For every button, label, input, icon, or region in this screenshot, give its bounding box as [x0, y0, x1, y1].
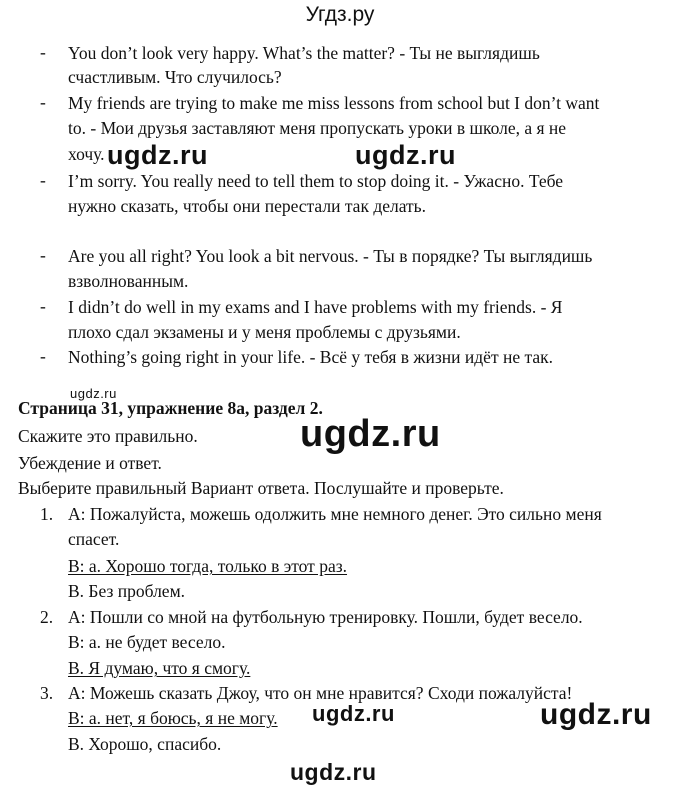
section-heading: Страница 31, упражнение 8а, раздел 2. [18, 398, 323, 418]
dialogue-line: хочу. [68, 144, 105, 164]
dialogue-line: взволнованным. [68, 271, 189, 291]
bullet-dash: - [40, 42, 46, 62]
watermark: ugdz.ru [70, 386, 117, 401]
item-number: 3. [40, 683, 54, 703]
dialogue-line: to. - Мои друзья заставляют меня пропускать уроки в школе, а я не [68, 118, 567, 138]
item-question: A: Пошли со мной на футбольную тренировку. Пошли, будет весело. [68, 607, 583, 627]
item-answer-correct: В. Я думаю, что я смогу. [68, 658, 251, 678]
bullet-dash: - [40, 245, 46, 265]
instruction-line: Выберите правильный Вариант ответа. Послушайте и проверьте. [18, 478, 504, 498]
dialogue-line: Are you all right? You look a bit nervous. - Ты в порядке? Ты выглядишь [68, 246, 593, 266]
dialogue-line: счастливым. Что случилось? [68, 67, 282, 87]
dialogue-line: I didn’t do well in my exams and I have problems with my friends. - Я [68, 297, 563, 317]
bullet-dash: - [40, 346, 46, 366]
item-question: спасет. [68, 529, 120, 549]
item-answer: В: а. не будет весело. [68, 632, 226, 652]
item-question: A: Пожалуйста, можешь одолжить мне немного денег. Это сильно меня [68, 504, 602, 524]
item-answer: В. Без проблем. [68, 581, 186, 601]
watermark: ugdz.ru [290, 759, 377, 785]
watermark: ugdz.ru [300, 413, 441, 455]
item-number: 1. [40, 504, 54, 524]
item-number: 2. [40, 607, 54, 627]
watermark: ugdz.ru [355, 140, 456, 170]
dialogue-line: My friends are trying to make me miss lessons from school but I don’t want [68, 93, 600, 113]
item-answer-correct: В: а. нет, я боюсь, я не могу. [68, 708, 278, 728]
dialogue-line: Nothing’s going right in your life. - Всё у тебя в жизни идёт не так. [68, 347, 553, 367]
bullet-dash: - [40, 296, 46, 316]
dialogue-line: нужно сказать, чтобы они перестали так делать. [68, 196, 427, 216]
instruction-line: Убеждение и ответ. [18, 453, 162, 473]
bullet-dash: - [40, 170, 46, 190]
dialogue-line: I’m sorry. You really need to tell them to stop doing it. - Ужасно. Тебе [68, 171, 564, 191]
watermark: ugdz.ru [540, 698, 652, 731]
watermark: ugdz.ru [107, 140, 208, 170]
item-question: A: Можешь сказать Джоу, что он мне нравится? Сходи пожалуйста! [68, 683, 573, 703]
instruction-line: Скажите это правильно. [18, 426, 198, 446]
item-answer-correct: В: а. Хорошо тогда, только в этот раз. [68, 556, 348, 576]
item-answer: В. Хорошо, спасибо. [68, 734, 222, 754]
site-header: Угдз.ру [305, 3, 375, 26]
watermark: ugdz.ru [312, 701, 395, 726]
bullet-dash: - [40, 92, 46, 112]
dialogue-line: плохо сдал экзамены и у меня проблемы с друзьями. [68, 322, 461, 342]
dialogue-line: You don’t look very happy. What’s the matter? - Ты не выглядишь [68, 43, 540, 63]
